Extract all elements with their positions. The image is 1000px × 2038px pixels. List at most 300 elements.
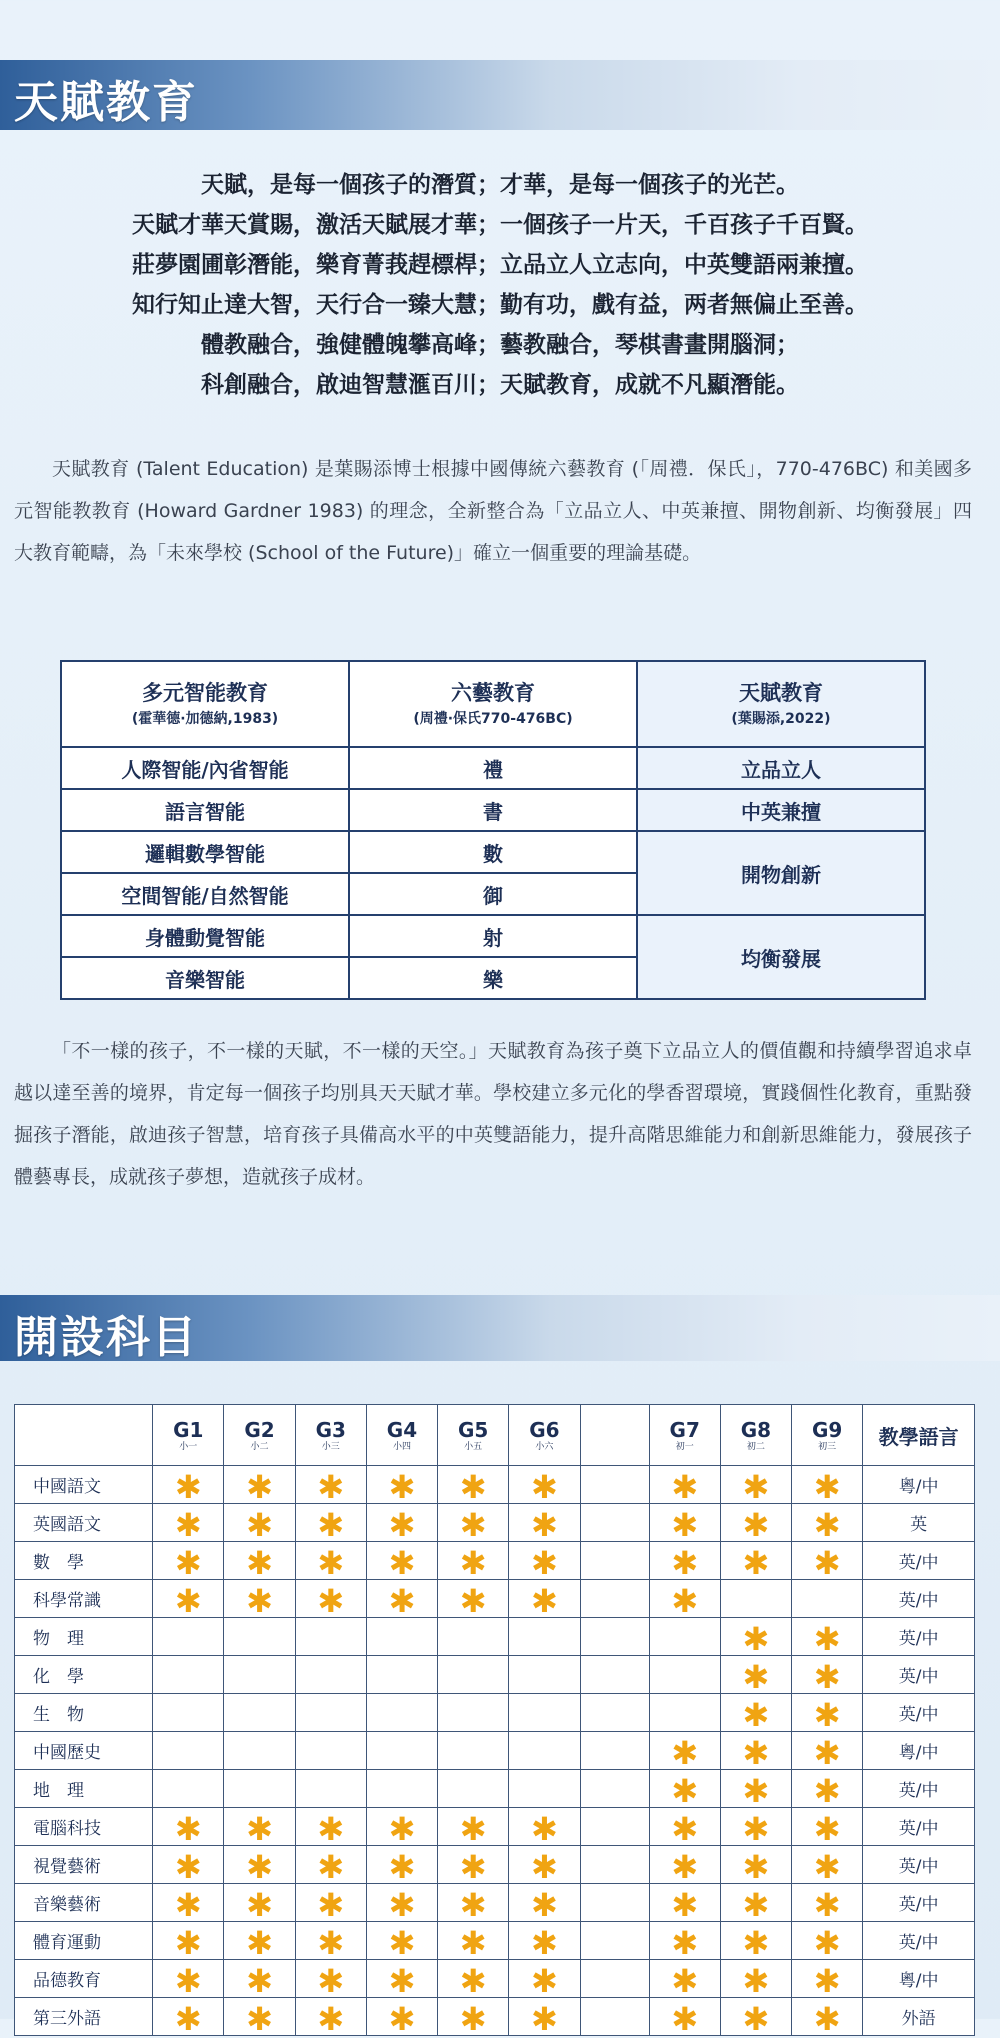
subjects-gap-cell [580,1504,649,1542]
grade-label: G7 [669,1418,700,1442]
star-icon: ✱ [531,1961,558,2000]
grade-cell [438,1694,509,1732]
table-row [15,1846,975,1884]
star-icon: ✱ [174,1543,202,1582]
grade-cell [649,1998,720,2036]
grade-cell [153,1580,224,1618]
star-icon: ✱ [671,1961,699,2000]
subjects-gap-cell [580,1618,649,1656]
grade-cell [792,1770,863,1808]
grade-cell [153,1770,224,1808]
star-icon: ✱ [388,1505,416,1544]
grade-cell [224,1960,295,1998]
teaching-language: 英/中 [863,1656,975,1694]
grade-cell [720,1884,791,1922]
star-icon: ✱ [813,1999,841,2038]
grade-cell [649,1922,720,1960]
grade-cell [792,1884,863,1922]
star-icon: ✱ [813,1695,841,1734]
grade-cell [224,1504,295,1542]
grade-cell [295,1808,366,1846]
grade-cell [720,1656,791,1694]
intro-paragraph: 天賦教育 (Talent Education) 是葉賜添博士根據中國傳統六藝教育 (「周禮．保氏」，770-476BC) 和美國多元智能教教育 (Howard Gardner 1983) 的理念，全新整合為「立品立人、中英兼擅、開物創新、均衡發展」四大教育範疇，為「未來學校 (School of the Future)」確立一個重要的理論基礎。 [14,458,972,564]
grade-cell [792,1922,863,1960]
grade-cell [792,1580,863,1618]
teaching-language: 粵/中 [863,1732,975,1770]
grade-cell [438,1808,509,1846]
grade-header-g8 [720,1405,791,1466]
grade-cell [224,1542,295,1580]
grade-cell [792,1808,863,1846]
grade-cell [649,1542,720,1580]
star-icon: ✱ [174,1923,202,1962]
grade-cell [509,1656,580,1694]
subjects-gap-cell [580,1846,649,1884]
star-icon: ✱ [388,1885,416,1924]
star-icon: ✱ [742,1961,770,2000]
star-icon: ✱ [174,1467,202,1506]
grade-cell [792,1694,863,1732]
teaching-language: 英/中 [863,1808,975,1846]
grade-header-g1 [153,1405,224,1466]
star-icon: ✱ [742,1543,770,1582]
star-icon: ✱ [246,1809,273,1848]
star-icon: ✱ [174,1809,202,1848]
grade-cell [792,1542,863,1580]
star-icon: ✱ [174,1961,202,2000]
star-icon: ✱ [317,1961,345,2000]
subjects-gap-cell [580,1694,649,1732]
grade-cell [438,1960,509,1998]
grade-cell [649,1618,720,1656]
star-icon: ✱ [317,1543,345,1582]
subject-name: 數 學 [15,1542,153,1580]
grade-sublabel: 小六 [535,1442,554,1452]
poem-line: 知行知止達大智，天行合一臻大慧；勤有功，戲有益，两者無偏止至善。 [132,292,868,318]
grade-cell [720,1580,791,1618]
star-icon: ✱ [671,1847,699,1886]
subject-name: 視覺藝術 [15,1846,153,1884]
grade-cell [438,1922,509,1960]
star-icon: ✱ [317,1581,345,1620]
grade-cell [438,1580,509,1618]
star-icon: ✱ [388,1467,416,1506]
grade-cell [153,1846,224,1884]
grade-header-g9 [792,1405,863,1466]
star-icon: ✱ [317,1999,345,2038]
grade-cell [792,1732,863,1770]
teaching-language: 英/中 [863,1580,975,1618]
grade-cell [295,1618,366,1656]
teaching-language: 英 [863,1504,975,1542]
grade-cell [224,1846,295,1884]
star-icon: ✱ [246,1543,273,1582]
star-icon: ✱ [317,1847,345,1886]
grade-cell [438,1732,509,1770]
grade-cell [720,1694,791,1732]
subjects-gap-cell [580,1732,649,1770]
table-cell: 語言智能 [61,789,349,831]
star-icon: ✱ [742,1885,770,1924]
subject-name: 品德教育 [15,1960,153,1998]
grade-cell [295,1770,366,1808]
star-icon: ✱ [813,1733,841,1772]
grade-cell [224,1732,295,1770]
teaching-language: 英/中 [863,1694,975,1732]
star-icon: ✱ [459,1961,487,2000]
subject-name: 科學常識 [15,1580,153,1618]
star-icon: ✱ [317,1885,345,1924]
grade-cell [366,1732,437,1770]
grade-cell [792,1998,863,2036]
grade-cell [366,1656,437,1694]
subjects-gap-cell [580,1405,649,1466]
table-cell: 射 [349,915,637,957]
table-cell: 御 [349,873,637,915]
grade-cell [366,1960,437,1998]
grade-cell [366,1504,437,1542]
grade-sublabel: 小二 [250,1442,269,1452]
table-row [15,1466,975,1504]
star-icon: ✱ [813,1809,841,1848]
grade-cell [295,1922,366,1960]
star-icon: ✱ [459,1923,487,1962]
section-title-subjects: 開設科目 [14,1312,198,1363]
grade-cell [295,1694,366,1732]
subjects-gap-cell [580,1466,649,1504]
grade-cell [366,1808,437,1846]
star-icon: ✱ [246,1847,273,1886]
table-row [15,1998,975,2036]
teaching-language: 英/中 [863,1884,975,1922]
grade-sublabel: 小一 [179,1442,198,1452]
subjects-gap-cell [580,1656,649,1694]
poem-block [0,165,1000,405]
table-row [15,1960,975,1998]
grade-cell [509,1884,580,1922]
table-row [15,1770,975,1808]
teaching-language: 英/中 [863,1542,975,1580]
star-icon: ✱ [531,1999,558,2038]
grade-cell [509,1846,580,1884]
grade-cell [153,1732,224,1770]
grade-header-g2 [224,1405,295,1466]
star-icon: ✱ [671,1581,699,1620]
grade-cell [438,1618,509,1656]
grade-cell [295,1732,366,1770]
grade-cell [438,1466,509,1504]
teaching-language: 粵/中 [863,1466,975,1504]
grade-cell [720,1922,791,1960]
star-icon: ✱ [671,1543,699,1582]
grade-cell [295,1998,366,2036]
star-icon: ✱ [742,1619,770,1658]
star-icon: ✱ [671,1923,699,1962]
star-icon: ✱ [246,1467,273,1506]
star-icon: ✱ [671,1505,699,1544]
teaching-language: 英/中 [863,1922,975,1960]
grade-cell [224,1580,295,1618]
grade-cell [720,1466,791,1504]
grade-cell [509,1808,580,1846]
star-icon: ✱ [742,1695,770,1734]
grade-label: G9 [811,1418,843,1442]
star-icon: ✱ [246,1505,273,1544]
grade-cell [153,1960,224,1998]
star-icon: ✱ [388,1923,416,1962]
poem-line: 天賦，是每一個孩子的潛質；才華，是每一個孩子的光芒。 [201,172,799,198]
grade-cell [366,1580,437,1618]
grade-cell [438,1770,509,1808]
teaching-language: 外語 [863,1998,975,2036]
subject-name: 音樂藝術 [15,1884,153,1922]
star-icon: ✱ [388,1581,416,1620]
grade-cell [649,1884,720,1922]
grade-header-g7 [649,1405,720,1466]
grade-cell [153,1884,224,1922]
subject-name: 中國語文 [15,1466,153,1504]
grade-cell [649,1808,720,1846]
subject-name: 電腦科技 [15,1808,153,1846]
subjects-gap-cell [580,1770,649,1808]
star-icon: ✱ [742,1657,770,1696]
grade-cell [366,1466,437,1504]
star-icon: ✱ [459,1847,487,1886]
grade-cell [224,1694,295,1732]
star-icon: ✱ [671,1467,699,1506]
star-icon: ✱ [246,1581,273,1620]
subject-name: 化 學 [15,1656,153,1694]
grade-cell [649,1732,720,1770]
grade-cell [224,1466,295,1504]
star-icon: ✱ [459,1885,487,1924]
grade-cell [720,1542,791,1580]
table-row [15,1884,975,1922]
teaching-language: 英/中 [863,1618,975,1656]
grade-cell [224,1922,295,1960]
table-cell: 人際智能/內省智能 [61,747,349,789]
grade-cell [438,1884,509,1922]
poem-line: 莊夢園圃彰潛能，樂育菁莪趕標桿；立品立人立志向，中英雙語兩兼擅。 [132,252,868,278]
subjects-gap-cell [580,1922,649,1960]
grade-cell [295,1884,366,1922]
star-icon: ✱ [459,1467,487,1506]
grade-cell [224,1884,295,1922]
star-icon: ✱ [742,1771,770,1810]
star-icon: ✱ [671,1809,699,1848]
star-icon: ✱ [317,1505,345,1544]
table-header-cell: 六藝教育 (周禮·保氏770-476BC) [349,661,637,747]
grade-cell [153,1504,224,1542]
table-cell: 書 [349,789,637,831]
star-icon: ✱ [742,1923,770,1962]
grade-cell [366,1542,437,1580]
grade-cell [295,1656,366,1694]
grade-cell [438,1504,509,1542]
star-icon: ✱ [459,1505,487,1544]
star-icon: ✱ [742,1733,770,1772]
subjects-gap-cell [580,1884,649,1922]
star-icon: ✱ [671,1999,699,2038]
subject-name: 地 理 [15,1770,153,1808]
table-cell: 開物創新 [637,831,925,915]
table-cell: 數 [349,831,637,873]
grade-cell [153,1466,224,1504]
section-title-talent: 天賦教育 [14,77,198,128]
star-icon: ✱ [388,1999,416,2038]
table-cell: 立品立人 [637,747,925,789]
grade-cell [509,1466,580,1504]
grade-cell [153,1922,224,1960]
subject-name: 中國歷史 [15,1732,153,1770]
star-icon: ✱ [388,1809,416,1848]
star-icon: ✱ [174,1581,202,1620]
star-icon: ✱ [317,1809,345,1848]
grade-cell [649,1770,720,1808]
star-icon: ✱ [246,1923,273,1962]
grade-cell [153,1998,224,2036]
grade-header-g5 [438,1405,509,1466]
table-cell: 禮 [349,747,637,789]
star-icon: ✱ [174,1885,202,1924]
grade-sublabel: 小四 [392,1442,411,1452]
star-icon: ✱ [531,1505,558,1544]
grade-cell [509,1732,580,1770]
star-icon: ✱ [742,1809,770,1848]
grade-cell [509,1960,580,1998]
grade-cell [509,1998,580,2036]
grade-cell [649,1504,720,1542]
table-cell: 均衡發展 [637,915,925,999]
star-icon: ✱ [813,1657,841,1696]
grade-cell [295,1960,366,1998]
subjects-table [14,1404,975,2036]
star-icon: ✱ [531,1581,558,1620]
grade-cell [649,1466,720,1504]
grade-label: G2 [244,1418,275,1442]
grade-cell [720,1808,791,1846]
grade-cell [792,1504,863,1542]
grade-cell [792,1618,863,1656]
star-icon: ✱ [531,1923,558,1962]
table-cell: 空間智能/自然智能 [61,873,349,915]
table-row [15,1504,975,1542]
grade-cell [438,1998,509,2036]
star-icon: ✱ [531,1467,558,1506]
subject-name: 英國語文 [15,1504,153,1542]
grade-cell [720,1732,791,1770]
table-row [15,1732,975,1770]
table-row [15,1618,975,1656]
subjects-header-blank [15,1405,153,1466]
grade-label: G5 [458,1418,489,1442]
grade-cell [153,1808,224,1846]
teaching-language: 英/中 [863,1846,975,1884]
table-row [15,1922,975,1960]
grade-cell [438,1542,509,1580]
star-icon: ✱ [671,1771,699,1810]
section-header-subjects [0,1295,1000,1361]
table-row [15,1808,975,1846]
star-icon: ✱ [459,1999,487,2038]
poem-line: 科創融合，啟迪智慧滙百川；天賦教育，成就不凡顯潛能。 [201,372,799,398]
section-header-talent [0,60,1000,130]
grade-cell [720,1770,791,1808]
grade-cell [366,1618,437,1656]
star-icon: ✱ [813,1923,841,1962]
star-icon: ✱ [813,1619,841,1658]
star-icon: ✱ [317,1923,345,1962]
star-icon: ✱ [459,1809,487,1848]
grade-cell [720,1960,791,1998]
grade-cell [224,1770,295,1808]
grade-cell [649,1960,720,1998]
grade-sublabel: 小三 [321,1442,340,1452]
grade-cell [295,1846,366,1884]
grade-cell [295,1504,366,1542]
grade-cell [153,1618,224,1656]
star-icon: ✱ [671,1885,699,1924]
star-icon: ✱ [813,1505,841,1544]
grade-header-g6 [509,1405,580,1466]
grade-cell [509,1504,580,1542]
grade-cell [509,1542,580,1580]
grade-cell [792,1656,863,1694]
star-icon: ✱ [246,1885,273,1924]
star-icon: ✱ [742,1467,770,1506]
star-icon: ✱ [388,1961,416,2000]
star-icon: ✱ [174,1999,202,2038]
table-cell: 邏輯數學智能 [61,831,349,873]
grade-label: G1 [173,1418,204,1442]
grade-label: G3 [315,1418,346,1442]
grade-sublabel: 初二 [746,1442,765,1452]
grade-header-g4 [366,1405,437,1466]
grade-label: G6 [529,1418,560,1442]
grade-cell [792,1846,863,1884]
table-header-cell: 多元智能教育 (霍華德·加德納,1983) [61,661,349,747]
table-header-cell: 天賦教育 (葉賜添,2022) [637,661,925,747]
table-row [15,1580,975,1618]
grade-cell [649,1580,720,1618]
grade-cell [649,1846,720,1884]
subjects-gap-cell [580,1960,649,1998]
table-cell: 中英兼擅 [637,789,925,831]
teaching-language: 粵/中 [863,1960,975,1998]
table-row [15,1694,975,1732]
star-icon: ✱ [742,1847,770,1886]
outro-paragraph: 「不一樣的孩子，不一樣的天賦，不一樣的天空。」天賦教育為孩子奠下立品立人的價值觀和持續學習追求卓越以達至善的境界，肯定每一個孩子均別具天天賦才華。學校建立多元化的學香習環境，實踐個性化教育，重點發掘孩子潛能，啟迪孩子智慧，培育孩子具備高水平的中英雙語能力，提升高階思維能力和創新思維能力，發展孩子體藝專長，成就孩子夢想，造就孩子成材。 [14,1040,972,1188]
poem-line: 體教融合，強健體魄攀高峰；藝教融合，琴棋書畫開腦洞； [201,332,799,358]
grade-cell [153,1542,224,1580]
grade-header-g3 [295,1405,366,1466]
star-icon: ✱ [531,1809,558,1848]
subjects-gap-cell [580,1580,649,1618]
subject-name: 生 物 [15,1694,153,1732]
star-icon: ✱ [813,1961,841,2000]
grade-cell [153,1694,224,1732]
grade-cell [792,1960,863,1998]
poem-line: 天賦才華天賞賜，激活天賦展才華；一個孩子一片天，千百孩子千百賢。 [132,212,868,238]
grade-cell [720,1998,791,2036]
grade-cell [792,1466,863,1504]
grade-cell [720,1504,791,1542]
grade-label: G8 [740,1418,772,1442]
table-row [15,1656,975,1694]
grade-cell [509,1922,580,1960]
grade-cell [224,1808,295,1846]
star-icon: ✱ [531,1885,558,1924]
